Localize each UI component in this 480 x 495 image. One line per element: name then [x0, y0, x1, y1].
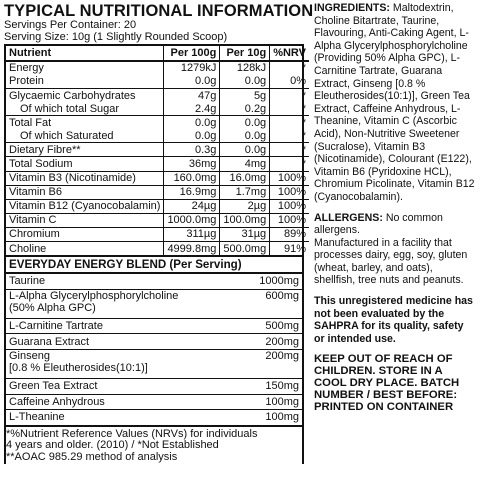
nutrient-name: Vitamin B3 (Nicotinamide): [6, 171, 164, 185]
per100-value: 0.0g: [164, 116, 220, 130]
table-row: [6, 102, 309, 116]
blend-ingredient: [6, 410, 236, 425]
table-row: [6, 213, 309, 227]
per10-value: 1.7mg: [220, 185, 270, 199]
table-row: [6, 227, 309, 241]
table-row: [6, 185, 309, 199]
per10-value: 0.2g: [220, 102, 270, 116]
facility-text: Manufactured in a facility that processes dairy, egg, soy, gluten (wheat, barley, and oats), shellfish, tree nuts and peanuts.: [314, 236, 468, 287]
blend-amount: 100mg: [236, 394, 302, 410]
blend-amount: 150mg: [236, 378, 302, 394]
footnote-2: 4 years and older. (2010) / *Not Established: [6, 439, 219, 452]
blend-ingredient-name: L-Theanine: [9, 411, 65, 424]
servings-per-container: Servings Per Container: 20: [4, 19, 137, 31]
nutrient-name: Total Fat: [6, 116, 164, 130]
ingredients-block: [314, 2, 476, 204]
per10-value: 0.0g: [220, 129, 270, 143]
table-row: [6, 129, 309, 143]
nrv-value: 100%: [270, 185, 309, 199]
panel-title: TYPICAL NUTRITIONAL INFORMATION: [4, 2, 314, 20]
blend-ingredient: [6, 318, 236, 334]
per10-value: 100.0mg: [220, 213, 270, 227]
blend-ingredient-detail: [0.8 % Eleutherosides(10:1)]: [9, 361, 148, 374]
per100-value: 0.0g: [164, 129, 220, 143]
info-column: [314, 2, 476, 413]
unregistered-notice: This unregistered medicine has not been evaluated by the SAHPRA for its quality, safety or intended use.: [314, 295, 473, 345]
blend-ingredient: [6, 349, 236, 378]
blend-ingredient: [6, 334, 236, 350]
per100-value: 36mg: [164, 157, 220, 171]
allergens-block: [314, 212, 476, 237]
nutrient-name: Of which Saturated: [20, 129, 114, 142]
nrv-value: *: [270, 102, 309, 116]
nutrient-name: Vitamin B6: [6, 185, 164, 199]
footnote-1: *%Nutrient Reference Values (NRVs) for individuals: [6, 427, 258, 440]
blend-amount: 100mg: [236, 410, 302, 425]
blend-row: [6, 378, 302, 394]
table-row: [6, 75, 309, 89]
per10-value: 0.0g: [220, 143, 270, 157]
blend-ingredient-name: Taurine: [9, 275, 46, 288]
nrv-value: *: [270, 89, 309, 103]
blend-table: [6, 274, 302, 425]
blend-row: [6, 410, 302, 425]
per10-value: 16.0mg: [220, 171, 270, 185]
per100-value: 160.0mg: [164, 171, 220, 185]
header-per10: Per 10g: [220, 46, 270, 61]
allergens-label: ALLERGENS:: [314, 211, 383, 224]
allergens-text: No common allergens.: [314, 211, 443, 237]
ingredients-text: Maltodextrin, Choline Bitartrate, Taurine, Flavouring, Anti-Caking Agent, L-Alpha Glycerylphosphorylcholine (Providing 50% Alpha GPC), L-Carnitine Tartrate, Guarana Extract, Ginseng [0.8 % Eleutherosides(10:1)], Green Tea Extract, Caffeine Anhydrous, L-Theanine, Vitamin C (Ascorbic Acid), Non-Nutritive Sweetener (Sucralose), Vitamin B3 (Nicotinamide), Colourant (E122), Vitamin B6 (Pyridoxine HCL), Chromium Picolinate, Vitamin B12 (Cyanocobalamin).: [314, 2, 475, 203]
nutrient-name: Of which total Sugar: [20, 102, 120, 115]
blend-ingredient: [6, 394, 236, 410]
blend-ingredient-detail: (50% Alpha GPC): [9, 301, 96, 314]
blend-row: [6, 334, 302, 350]
per100-value: 24µg: [164, 199, 220, 213]
serving-size: Serving Size: 10g (1 Slightly Rounded Scoop): [4, 31, 228, 44]
blend-amount: 1000mg: [259, 275, 299, 288]
blend-ingredient-name: Green Tea Extract: [9, 380, 98, 393]
table-row: [6, 242, 309, 256]
blend-ingredient: [6, 274, 236, 289]
per100-value: 4999.8mg: [164, 242, 220, 256]
nrv-value: 100%: [270, 213, 309, 227]
storage-notice: KEEP OUT OF REACH OF CHILDREN. STORE IN A COOL DRY PLACE. BATCH NUMBER / BEST BEFORE: PRINTED ON CONTAINER: [314, 353, 460, 414]
blend-title: EVERYDAY ENERGY BLEND (Per Serving): [6, 255, 302, 274]
blend-ingredient-name: L-Carnitine Tartrate: [9, 320, 103, 333]
per10-value: 500.0mg: [220, 242, 270, 256]
table-row: [6, 143, 309, 157]
nutrient-name: Vitamin C: [6, 213, 164, 227]
per10-value: 31µg: [220, 227, 270, 241]
blend-amount: 600mg: [236, 289, 302, 318]
table-row: [6, 89, 309, 103]
nrv-value: 0%: [270, 75, 309, 89]
nrv-value: *: [270, 61, 309, 75]
ingredients-label: INGREDIENTS:: [314, 2, 390, 14]
per100-value: 0.3g: [164, 143, 220, 157]
blend-row: [6, 274, 302, 289]
blend-row: [6, 349, 302, 378]
nutrient-name: Chromium: [6, 227, 164, 241]
blend-ingredient: [6, 378, 236, 394]
table-row: [6, 199, 309, 213]
nrv-value: *: [270, 129, 309, 143]
blend-ingredient-name: Ginseng: [9, 349, 50, 362]
per10-value: 128kJ: [220, 61, 270, 75]
blend-row: [6, 318, 302, 334]
per10-value: 0.0g: [220, 116, 270, 130]
header-per100: Per 100g: [164, 46, 220, 61]
footnotes: [4, 425, 304, 464]
per100-value: 47g: [164, 89, 220, 103]
nutrient-name: Protein: [9, 75, 44, 88]
table-header-row: [6, 46, 309, 61]
blend-amount: 200mg: [236, 334, 302, 350]
nutrition-panel: [4, 2, 314, 464]
nrv-value: 100%: [270, 199, 309, 213]
nutrient-name: Energy: [9, 62, 44, 75]
nutrient-name: Glycaemic Carbohydrates: [6, 89, 164, 103]
nutrient-name: Choline: [6, 242, 164, 256]
per100-value: 0.0g: [164, 75, 220, 89]
header-nutrient: Nutrient: [9, 46, 52, 59]
blend-row: [6, 289, 302, 318]
nutrient-name: Total Sodium: [6, 157, 164, 171]
per100-value: 311µg: [164, 227, 220, 241]
per100-value: 2.4g: [164, 102, 220, 116]
per10-value: 2µg: [220, 199, 270, 213]
nutrient-name: Dietary Fibre**: [6, 143, 164, 157]
nutrition-table: [6, 46, 309, 255]
table-row: [6, 157, 309, 171]
header-nrv: %NRV: [270, 46, 309, 61]
nrv-value: 100%: [270, 171, 309, 185]
blend-ingredient-name: Caffeine Anhydrous: [9, 395, 105, 408]
per10-value: 5g: [220, 89, 270, 103]
per100-value: 1000.0mg: [164, 213, 220, 227]
nrv-value: 89%: [270, 227, 309, 241]
blend-ingredient-name: Guarana Extract: [9, 335, 90, 348]
table-row: [6, 116, 309, 130]
nrv-value: *: [270, 116, 309, 130]
per100-value: 1279kJ: [164, 61, 220, 75]
blend-ingredient-name: L-Alpha Glycerylphosphorylcholine: [9, 289, 179, 302]
per10-value: 4mg: [220, 157, 270, 171]
per100-value: 16.9mg: [164, 185, 220, 199]
blend-row: [6, 394, 302, 410]
blend-ingredient: [6, 289, 236, 318]
footnote-3: **AOAC 985.29 method of analysis: [6, 451, 178, 464]
nrv-value: 91%: [270, 242, 309, 256]
table-row: [6, 171, 309, 185]
blend-amount: 200mg: [236, 349, 302, 378]
nutrition-table-frame: [4, 44, 304, 464]
nrv-value: *: [270, 157, 309, 171]
table-row: [6, 61, 309, 75]
blend-amount: 500mg: [236, 318, 302, 334]
nutrient-name: Vitamin B12 (Cyanocobalamin): [6, 199, 164, 213]
nrv-value: *: [270, 143, 309, 157]
per10-value: 0.0g: [220, 75, 270, 89]
